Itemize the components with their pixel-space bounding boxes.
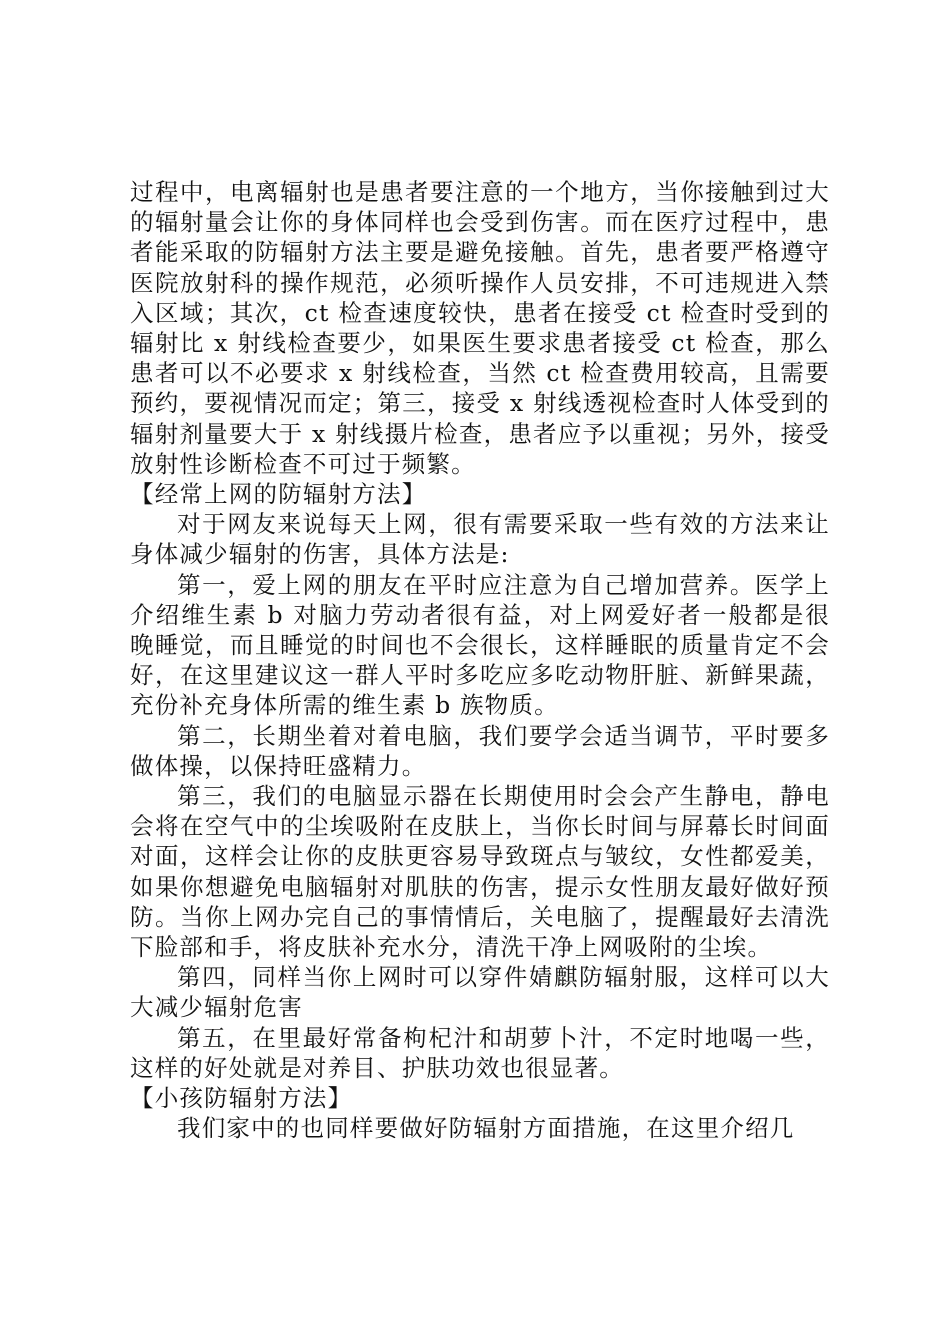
document-body <box>130 177 830 1144</box>
paragraph-tip-2: 第二，长期坐着对着电脑，我们要学会适当调节，平时要多做体操，以保持旺盛精力。 <box>130 721 830 780</box>
paragraph-tip-5: 第五，在里最好常备枸杞汁和胡萝卜汁，不定时地喝一些，这样的好处就是对养目、护肤功效也很显著。 <box>130 1023 830 1082</box>
paragraph-medical-radiation: 过程中，电离辐射也是患者要注意的一个地方，当你接触到过大的辐射量会让你的身体同样也会受到伤害。而在医疗过程中，患者能采取的防辐射方法主要是避免接触。首先，患者要严格遵守医院放射科的操作规范，必须听操作人员安排，不可违规进入禁入区域；其次，ct 检查速度较快，患者在接受 ct 检查时受到的辐射比 x 射线检查要少，如果医生要求患者接受 ct 检查，那么患者可以不必要求 x 射线检查，当然 ct 检查费用较高，且需要预约，要视情况而定；第三，接受 x 射线透视检查时人体受到的辐射剂量要大于 x 射线摄片检查，患者应予以重视；另外，接受放射性诊断检查不可过于频繁。 <box>130 178 830 478</box>
section-heading-internet: 【经常上网的防辐射方法】 <box>130 480 427 509</box>
paragraph-tip-1: 第一，爱上网的朋友在平时应注意为自己增加营养。医学上介绍维生素 b 对脑力劳动者很有益，对上网爱好者一般都是很晚睡觉，而且睡觉的时间也不会很长，这样睡眠的质量肯定不会好，在这里建议这一群人平时多吃应多吃动物肝脏、新鲜果蔬，充份补充身体所需的维生素 b 族物质。 <box>130 570 830 720</box>
paragraph-children-intro: 我们家中的也同样要做好防辐射方面措施，在这里介绍几 <box>177 1114 795 1143</box>
paragraph-internet-intro: 对于网友来说每天上网，很有需要采取一些有效的方法来让身体减少辐射的伤害，具体方法是: <box>130 510 830 569</box>
section-heading-children: 【小孩防辐射方法】 <box>130 1084 353 1113</box>
paragraph-tip-3: 第三，我们的电脑显示器在长期使用时会会产生静电，静电会将在空气中的尘埃吸附在皮肤上，当你长时间与屏幕长时间面对面，这样会让你的皮肤更容易导致斑点与皱纹，女性都爱美，如果你想避免电脑辐射对肌肤的伤害，提示女性朋友最好做好预防。当你上网办完自己的事情情后，关电脑了，提醒最好去清洗下脸部和手，将皮肤补充水分，清洗干净上网吸附的尘埃。 <box>130 782 830 962</box>
paragraph-tip-4: 第四，同样当你上网时可以穿件婧麒防辐射服，这样可以大大减少辐射危害 <box>130 963 830 1022</box>
